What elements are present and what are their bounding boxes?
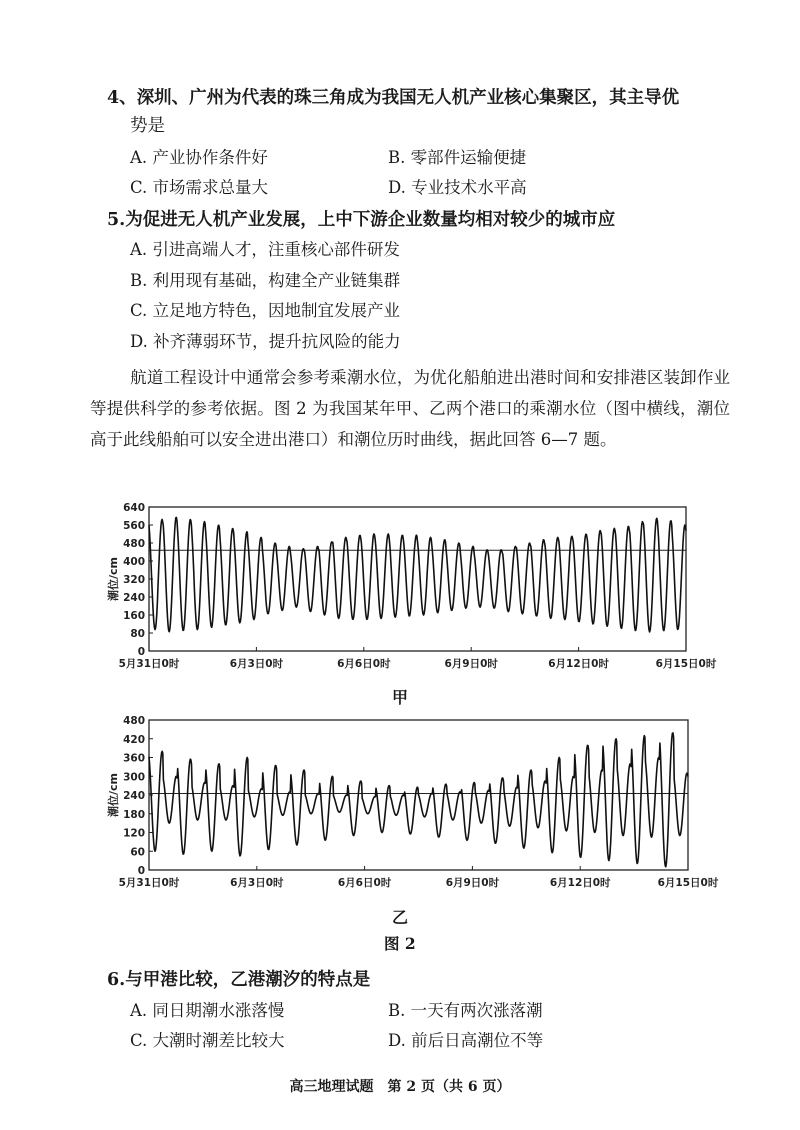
intro-paragraph <box>90 362 730 455</box>
x-tick-label: 6月15日0时 <box>657 877 719 889</box>
y-axis-label: 潮位/cm <box>107 773 120 817</box>
y-tick-label: 320 <box>123 574 145 586</box>
q4-stem-line1 <box>107 86 679 110</box>
y-tick-label: 480 <box>123 715 145 727</box>
x-tick-label: 6月12日0时 <box>548 658 609 670</box>
y-tick-label: 180 <box>123 808 145 821</box>
q5-stem-text: 为促进无人机产业发展，上中下游企业数量均相对较少的城市应 <box>125 210 616 230</box>
y-tick-label: 120 <box>123 827 145 840</box>
q6-option-a[interactable]: A. 同日期潮水涨落慢 <box>130 1001 285 1020</box>
q5-option-a[interactable]: A. 引进高端人才，注重核心部件研发 <box>130 240 400 259</box>
q4-stem-line2: 势是 <box>130 116 165 136</box>
q5-number: 5. <box>107 210 126 230</box>
y-tick-label: 360 <box>123 752 145 765</box>
x-tick-label: 6月6日0时 <box>337 658 391 670</box>
y-axis-label: 潮位/cm <box>107 557 120 601</box>
x-tick-label: 6月9日0时 <box>445 877 500 889</box>
y-tick-label: 0 <box>137 646 145 658</box>
q5-option-c[interactable]: C. 立足地方特色，因地制宜发展产业 <box>130 301 401 320</box>
y-tick-label: 640 <box>123 502 145 514</box>
y-tick-label: 0 <box>137 865 145 877</box>
q6-option-c[interactable]: C. 大潮时潮差比较大 <box>130 1031 285 1050</box>
q5-stem <box>107 208 615 232</box>
chart-jia-title: 甲 <box>392 688 409 707</box>
y-tick-label: 560 <box>123 520 145 532</box>
q4-stem-text: 深圳、广州为代表的珠三角成为我国无人机产业核心集聚区，其主导优 <box>136 88 680 108</box>
y-tick-label: 420 <box>123 733 145 746</box>
x-tick-label: 6月3日0时 <box>230 877 284 889</box>
q6-option-d[interactable]: D. 前后日高潮位不等 <box>388 1031 544 1050</box>
x-tick-label: 5月31日0时 <box>118 658 180 670</box>
y-tick-label: 160 <box>123 610 145 622</box>
q4-option-b[interactable]: B. 零部件运输便捷 <box>388 148 527 167</box>
q5-option-b[interactable]: B. 利用现有基础，构建全产业链集群 <box>130 271 401 290</box>
x-tick-label: 5月31日0时 <box>118 877 180 889</box>
tide-chart-yi <box>0 708 800 903</box>
q4-option-c[interactable]: C. 市场需求总量大 <box>130 178 269 197</box>
y-tick-label: 400 <box>123 556 145 568</box>
q4-option-d[interactable]: D. 专业技术水平高 <box>388 178 527 197</box>
q6-stem-text: 与甲港比较，乙港潮汐的特点是 <box>125 970 371 990</box>
x-tick-label: 6月3日0时 <box>229 658 284 670</box>
q4-number: 4、 <box>107 88 137 108</box>
y-tick-label: 240 <box>123 592 145 604</box>
x-tick-label: 6月15日0时 <box>655 658 717 670</box>
tide-chart-jia <box>0 490 800 680</box>
y-tick-label: 80 <box>130 628 145 640</box>
q6-number: 6. <box>107 970 126 990</box>
x-tick-label: 6月6日0时 <box>337 877 392 889</box>
tide-series-line <box>149 518 686 632</box>
intro-text: 航道工程设计中通常会参考乘潮水位，为优化船舶进出港时间和安排港区装卸作业等提供科学的参考依据。图 2 为我国某年甲、乙两个港口的乘潮水位（图中横线，潮位高于此线船舶可以安全进出港口）和潮位历时曲线，据此回答 6—7 题。 <box>90 368 730 449</box>
figure-caption: 图 2 <box>384 934 416 953</box>
y-tick-label: 240 <box>123 790 145 802</box>
q6-stem <box>107 968 370 992</box>
q5-option-d[interactable]: D. 补齐薄弱环节，提升抗风险的能力 <box>130 332 401 351</box>
x-tick-label: 6月9日0时 <box>444 658 498 670</box>
y-tick-label: 480 <box>123 538 145 550</box>
tide-series-line <box>149 733 688 867</box>
y-tick-label: 60 <box>130 846 145 859</box>
page-footer: 高三地理试题 第 2 页（共 6 页） <box>289 1079 511 1095</box>
chart-yi-title: 乙 <box>392 908 409 927</box>
y-tick-label: 300 <box>123 771 145 784</box>
q6-option-b[interactable]: B. 一天有两次涨落潮 <box>388 1001 543 1020</box>
x-tick-label: 6月12日0时 <box>549 877 611 889</box>
q4-option-a[interactable]: A. 产业协作条件好 <box>130 148 268 167</box>
